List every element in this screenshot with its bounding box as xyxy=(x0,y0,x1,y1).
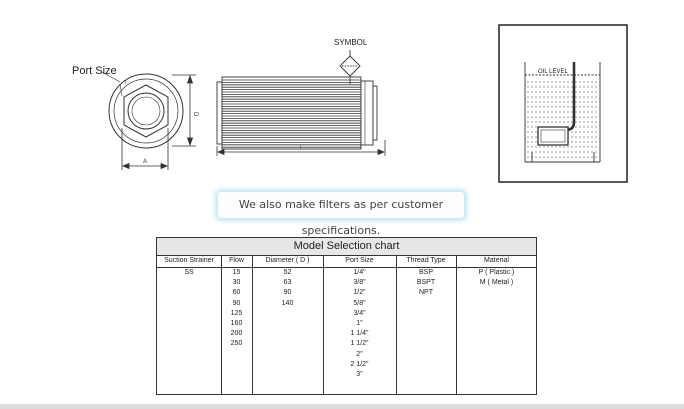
table-cell: 2" xyxy=(356,350,363,358)
customer-spec-note-text: We also make filters as per customer specifications. xyxy=(238,198,444,237)
table-title: Model Selection chart xyxy=(157,238,536,256)
model-selection-table xyxy=(156,237,537,395)
table-cell: 3/4" xyxy=(353,309,366,317)
table-cell: SS xyxy=(184,269,194,276)
dim-t-label: T xyxy=(124,80,128,86)
table-cell: 125 xyxy=(230,309,243,317)
table-cell: 160 xyxy=(230,319,243,327)
table-cell: 1/4" xyxy=(353,269,366,276)
bottom-strip xyxy=(0,404,684,409)
table-cell: 3" xyxy=(356,370,363,378)
dim-d-label: D xyxy=(192,112,198,117)
symbol-label: SYMBOL xyxy=(334,38,368,47)
table-cell: 60 xyxy=(232,289,241,297)
table-cell: 1/2" xyxy=(353,289,366,297)
header-diameter: Diameter ( D ) xyxy=(252,255,323,268)
port-size-label: Port Size xyxy=(72,65,117,77)
oil-level-label: OIL LEVEL xyxy=(538,69,568,75)
column-port-size xyxy=(323,268,396,394)
header-thread-type: Thread Type xyxy=(396,255,456,268)
header-material: Material xyxy=(456,255,537,268)
table-cell: 3/8" xyxy=(353,279,366,287)
header-port-size: Port Size xyxy=(323,255,396,268)
header-flow: Flow xyxy=(221,255,252,268)
table-cell: P ( Plastic ) xyxy=(478,269,515,276)
header-suction-strainer: Suction Strainer xyxy=(157,255,221,268)
dim-a-label: A xyxy=(143,159,148,165)
table-cell: 5/8" xyxy=(353,299,366,307)
table-cell: 90 xyxy=(283,289,292,297)
table-cell: 52 xyxy=(283,269,292,276)
table-cell: M ( Metal ) xyxy=(479,279,514,287)
table-cell: 15 xyxy=(232,269,241,276)
dim-l-label: L xyxy=(300,145,303,151)
column-flow xyxy=(221,268,252,394)
table-cell: 30 xyxy=(232,279,241,287)
table-cell: 250 xyxy=(230,340,243,348)
table-cell: 90 xyxy=(232,299,241,307)
column-diameter xyxy=(252,268,323,394)
table-cell: 140 xyxy=(281,299,294,307)
column-thread-type xyxy=(396,268,456,394)
table-cell: NPT xyxy=(419,289,433,297)
tank-frame xyxy=(499,25,627,182)
table-cell: 1 1/4" xyxy=(350,330,369,338)
table-cell: 1 1/2" xyxy=(350,340,369,348)
side-view xyxy=(217,77,377,149)
table-cell: 63 xyxy=(283,279,292,287)
table-cell: BSPT xyxy=(416,279,436,287)
table-cell: BSP xyxy=(418,269,433,276)
table-cell: 2 1/2" xyxy=(350,360,369,368)
dimension-d xyxy=(172,75,196,146)
table-cell: 1" xyxy=(356,319,363,327)
front-view xyxy=(102,72,183,148)
column-strainer xyxy=(157,268,221,394)
table-cell: 200 xyxy=(230,330,243,338)
customer-spec-note xyxy=(218,192,464,237)
column-material xyxy=(456,268,537,394)
